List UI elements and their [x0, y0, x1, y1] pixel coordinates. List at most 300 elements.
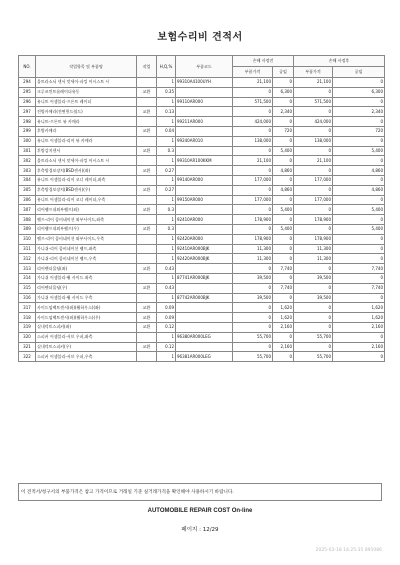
- row-parts-after: 0: [294, 107, 333, 117]
- estimate-table: [18, 55, 385, 362]
- row-item-name: 리어펜더몰딩(우): [36, 283, 137, 293]
- row-hq: 1: [157, 352, 176, 362]
- row-parts-before: 424,000: [233, 117, 273, 127]
- row-labor-after: 1,620: [333, 303, 385, 313]
- row-parts-after: 21,100: [294, 156, 333, 166]
- row-labor-after: 0: [333, 254, 385, 264]
- table-row: [19, 166, 385, 176]
- table-row: [19, 273, 385, 283]
- row-parts-after: 178,900: [294, 234, 333, 244]
- row-labor-before: 0: [273, 254, 294, 264]
- page-number: 페이지 : 12/29: [181, 527, 219, 533]
- table-row: [19, 293, 385, 303]
- row-part-code: 87742AR000BJK: [176, 293, 233, 303]
- row-labor-before: 4,860: [273, 166, 294, 176]
- row-parts-before: 0: [233, 342, 273, 352]
- row-no: 317: [19, 303, 36, 313]
- row-labor-before: 720: [273, 126, 294, 136]
- row-parts-before: 11,300: [233, 244, 273, 254]
- table-row: [19, 234, 385, 244]
- row-op: 교환: [137, 342, 157, 352]
- row-op: [137, 117, 157, 127]
- row-op: [137, 234, 157, 244]
- row-labor-after: 0: [333, 117, 385, 127]
- row-no: 304: [19, 175, 36, 185]
- row-no: 300: [19, 136, 36, 146]
- row-parts-before: 0: [233, 166, 273, 176]
- row-item-name: 사이드임팩트센서(좌)(휠하우스)(좌): [36, 303, 137, 313]
- row-part-code: 92410AR000BJK: [176, 244, 233, 254]
- row-part-code: 92410AR000: [176, 215, 233, 225]
- row-no: 315: [19, 283, 36, 293]
- row-labor-before: 0: [273, 332, 294, 342]
- row-labor-after: 5,400: [333, 224, 385, 234]
- row-part-code: 96380AR000LEG: [176, 332, 233, 342]
- row-parts-after: 0: [294, 205, 333, 215]
- row-op: [137, 195, 157, 205]
- row-item-name: 가니쉬 어셈블리-휠 사이드 좌측: [36, 273, 137, 283]
- row-labor-before: 0: [273, 117, 294, 127]
- row-op: [137, 332, 157, 342]
- row-item-name: 유니트 어셈블리-리어 코너 레이더,우측: [36, 195, 137, 205]
- row-part-code: [176, 303, 233, 313]
- row-hq: 1: [157, 117, 176, 127]
- row-op: 교환: [137, 107, 157, 117]
- row-hq: 0.04: [157, 126, 176, 136]
- row-parts-before: 0: [233, 107, 273, 117]
- row-hq: 1: [157, 215, 176, 225]
- row-parts-after: 0: [294, 342, 333, 352]
- row-no: 296: [19, 97, 36, 107]
- row-labor-before: 2,160: [273, 322, 294, 332]
- row-labor-before: 5,400: [273, 224, 294, 234]
- row-op: 교환: [137, 126, 157, 136]
- row-no: 314: [19, 273, 36, 283]
- row-part-code: 99240AR010: [176, 136, 233, 146]
- row-parts-after: 0: [294, 303, 333, 313]
- row-op: [137, 244, 157, 254]
- row-no: 309: [19, 224, 36, 234]
- row-parts-before: 178,900: [233, 234, 273, 244]
- row-op: [137, 273, 157, 283]
- table-row: [19, 205, 385, 215]
- row-parts-before: 138,000: [233, 136, 273, 146]
- row-parts-before: 0: [233, 205, 273, 215]
- row-hq: 1: [157, 293, 176, 303]
- row-item-name: 리어램프내외부램프(좌): [36, 205, 137, 215]
- row-hq: 0.13: [157, 107, 176, 117]
- row-parts-before: 39,500: [233, 293, 273, 303]
- table-row: [19, 244, 385, 254]
- row-no: 307: [19, 205, 36, 215]
- row-item-name: 울트라소닉 센서 앗세이-파킹 어시스트 시: [36, 78, 137, 88]
- row-labor-before: 1,620: [273, 313, 294, 323]
- price-note: 이 견적서/청구서의 부품가격은 참고 가격이므로 거래일 기준 실거래가격을 확인해야 사용하시기 바랍니다.: [18, 483, 382, 501]
- row-labor-before: 0: [273, 97, 294, 107]
- row-parts-after: 11,300: [294, 254, 333, 264]
- row-part-code: 99310A4100UYH: [176, 78, 233, 88]
- row-op: 교환: [137, 166, 157, 176]
- row-parts-before: 0: [233, 264, 273, 274]
- row-op: 교환: [137, 224, 157, 234]
- row-no: 310: [19, 234, 36, 244]
- row-op: 교환: [137, 87, 157, 97]
- col-code: 부품코드: [176, 56, 233, 78]
- row-labor-before: 0: [273, 244, 294, 254]
- row-item-name: 크루즈컨트롤레이더유동: [36, 87, 137, 97]
- row-item-name: 실내덕트스피커(우): [36, 342, 137, 352]
- row-op: [137, 352, 157, 362]
- row-hq: 1: [157, 234, 176, 244]
- row-labor-before: 0: [273, 175, 294, 185]
- row-hq: 0.09: [157, 313, 176, 323]
- row-no: 321: [19, 342, 36, 352]
- col-work: 작업항목 및 부품명: [36, 56, 137, 78]
- row-labor-after: 0: [333, 352, 385, 362]
- row-part-code: [176, 107, 233, 117]
- row-hq: 0.3: [157, 205, 176, 215]
- row-hq: 1: [157, 332, 176, 342]
- row-parts-after: 55,700: [294, 332, 333, 342]
- row-part-code: 99110AR000: [176, 97, 233, 107]
- row-op: 교환: [137, 322, 157, 332]
- row-labor-before: 0: [273, 195, 294, 205]
- row-op: [137, 78, 157, 88]
- row-item-name: 스피커 어셈블리-서브 우퍼,우측: [36, 352, 137, 362]
- row-part-code: [176, 313, 233, 323]
- row-parts-before: 0: [233, 224, 273, 234]
- row-labor-after: 0: [333, 273, 385, 283]
- row-parts-before: 571,500: [233, 97, 273, 107]
- row-labor-before: 5,400: [273, 146, 294, 156]
- row-part-code: 92420AR000: [176, 234, 233, 244]
- table-row: [19, 175, 385, 185]
- row-op: 교환: [137, 146, 157, 156]
- row-no: 313: [19, 264, 36, 274]
- table-row: [19, 107, 385, 117]
- table-row: [19, 97, 385, 107]
- row-no: 316: [19, 293, 36, 303]
- row-item-name: 후측방경보장치(BSD센서)(좌): [36, 166, 137, 176]
- row-hq: 1: [157, 175, 176, 185]
- row-hq: 0.43: [157, 264, 176, 274]
- row-hq: 1: [157, 78, 176, 88]
- row-hq: 1: [157, 273, 176, 283]
- row-part-code: 99150AR000: [176, 195, 233, 205]
- row-op: 교환: [137, 205, 157, 215]
- row-no: 297: [19, 107, 36, 117]
- row-no: 295: [19, 87, 36, 97]
- row-labor-after: 4,860: [333, 166, 385, 176]
- row-item-name: 램프-리어 콤비네이션 외부사이드,우측: [36, 234, 137, 244]
- row-parts-after: 177,000: [294, 175, 333, 185]
- row-labor-after: 0: [333, 244, 385, 254]
- table-row: [19, 303, 385, 313]
- row-labor-before: 0: [273, 215, 294, 225]
- row-part-code: [176, 283, 233, 293]
- row-op: [137, 156, 157, 166]
- table-row: [19, 117, 385, 127]
- row-item-name: 가니쉬-리어 콤비네이션 램프,우측: [36, 254, 137, 264]
- row-item-name: 가니쉬-리어 콤비네이션 램프,좌측: [36, 244, 137, 254]
- row-item-name: 전방카메라(전면윈드쉴드): [36, 107, 137, 117]
- row-no: 318: [19, 313, 36, 323]
- row-parts-after: 138,000: [294, 136, 333, 146]
- row-labor-before: 0: [273, 352, 294, 362]
- row-labor-before: 4,860: [273, 185, 294, 195]
- row-labor-after: 2,160: [333, 322, 385, 332]
- row-parts-after: 0: [294, 264, 333, 274]
- row-hq: 1: [157, 97, 176, 107]
- col-parts-before: 부품가격: [233, 67, 273, 78]
- row-parts-after: 39,500: [294, 293, 333, 303]
- row-part-code: 87741AR000BJK: [176, 273, 233, 283]
- row-hq: 0.27: [157, 185, 176, 195]
- row-hq: 0.35: [157, 87, 176, 97]
- row-parts-after: 0: [294, 313, 333, 323]
- row-parts-before: 0: [233, 322, 273, 332]
- row-hq: 0.09: [157, 303, 176, 313]
- row-parts-after: 424,000: [294, 117, 333, 127]
- row-no: 302: [19, 156, 36, 166]
- row-item-name: 리어펜더몰딩(좌): [36, 264, 137, 274]
- row-parts-before: 0: [233, 146, 273, 156]
- row-part-code: [176, 87, 233, 97]
- row-parts-after: 11,300: [294, 244, 333, 254]
- row-parts-after: 39,500: [294, 273, 333, 283]
- row-no: 322: [19, 352, 36, 362]
- row-hq: 1: [157, 254, 176, 264]
- table-row: [19, 254, 385, 264]
- row-parts-after: 0: [294, 224, 333, 234]
- row-labor-before: 6,300: [273, 87, 294, 97]
- row-part-code: 92420AR000BJK: [176, 254, 233, 264]
- row-parts-after: 0: [294, 126, 333, 136]
- row-item-name: 유니트 어셈블리-리어 코너 레이더,좌측: [36, 175, 137, 185]
- row-hq: 1: [157, 156, 176, 166]
- row-labor-before: 1,620: [273, 303, 294, 313]
- row-no: 299: [19, 126, 36, 136]
- row-labor-after: 6,300: [333, 87, 385, 97]
- row-labor-after: 0: [333, 175, 385, 185]
- table-row: [19, 264, 385, 274]
- row-hq: 1: [157, 244, 176, 254]
- row-part-code: [176, 205, 233, 215]
- row-item-name: 사이드임팩트센서(좌)(휠하우스)(우): [36, 313, 137, 323]
- row-labor-after: 7,740: [333, 283, 385, 293]
- row-parts-after: 177,000: [294, 195, 333, 205]
- table-row: [19, 195, 385, 205]
- row-parts-before: 0: [233, 283, 273, 293]
- row-parts-before: 0: [233, 87, 273, 97]
- row-hq: 0.3: [157, 224, 176, 234]
- row-hq: 0.12: [157, 322, 176, 332]
- document-title: 보험수리비 견적서: [157, 32, 243, 43]
- table-row: [19, 322, 385, 332]
- row-item-name: 가니쉬 어셈블리-휠 사이드 우측: [36, 293, 137, 303]
- row-item-name: 유니트 어셈블리-리어 뷰 카메라: [36, 136, 137, 146]
- row-parts-after: 0: [294, 322, 333, 332]
- row-labor-after: 0: [333, 234, 385, 244]
- row-parts-before: 39,500: [233, 273, 273, 283]
- row-no: 312: [19, 254, 36, 264]
- col-op: 작업: [137, 56, 157, 78]
- row-part-code: [176, 185, 233, 195]
- row-parts-before: 178,900: [233, 215, 273, 225]
- row-labor-before: 0: [273, 136, 294, 146]
- row-parts-before: 177,000: [233, 175, 273, 185]
- row-labor-before: 2,340: [273, 107, 294, 117]
- table-row: [19, 283, 385, 293]
- footer-brand: AUTOMOBILE REPAIR COST On-line: [147, 508, 253, 514]
- row-no: 298: [19, 117, 36, 127]
- row-parts-after: 21,100: [294, 78, 333, 88]
- row-labor-before: 7,740: [273, 283, 294, 293]
- row-labor-before: 5,400: [273, 205, 294, 215]
- row-parts-before: 21,100: [233, 156, 273, 166]
- row-parts-after: 571,500: [294, 97, 333, 107]
- row-parts-after: 0: [294, 283, 333, 293]
- row-part-code: 99211AR000: [176, 117, 233, 127]
- row-labor-after: 0: [333, 215, 385, 225]
- row-part-code: [176, 126, 233, 136]
- row-no: 308: [19, 215, 36, 225]
- row-no: 320: [19, 332, 36, 342]
- row-op: [137, 254, 157, 264]
- row-hq: 1: [157, 136, 176, 146]
- table-row: [19, 126, 385, 136]
- row-no: 311: [19, 244, 36, 254]
- print-timestamp: 2025-03-18 14:25:35 895086: [315, 548, 382, 553]
- row-no: 306: [19, 195, 36, 205]
- table-row: [19, 136, 385, 146]
- row-parts-after: 0: [294, 146, 333, 156]
- table-row: [19, 224, 385, 234]
- row-hq: 0.3: [157, 146, 176, 156]
- row-parts-before: 0: [233, 313, 273, 323]
- row-item-name: 램프-리어 콤비네이션 외부사이드,좌측: [36, 215, 137, 225]
- row-op: 교환: [137, 264, 157, 274]
- row-parts-before: 0: [233, 185, 273, 195]
- table-row: [19, 332, 385, 342]
- row-labor-before: 2,160: [273, 342, 294, 352]
- row-labor-after: 5,400: [333, 205, 385, 215]
- row-labor-after: 5,400: [333, 146, 385, 156]
- row-part-code: [176, 264, 233, 274]
- row-op: 교환: [137, 283, 157, 293]
- table-row: [19, 313, 385, 323]
- row-labor-after: 2,340: [333, 107, 385, 117]
- row-labor-before: 0: [273, 156, 294, 166]
- row-parts-before: 11,300: [233, 254, 273, 264]
- table-row: [19, 146, 385, 156]
- col-parts-after: 부품가격: [294, 67, 333, 78]
- row-part-code: [176, 224, 233, 234]
- row-op: 교환: [137, 313, 157, 323]
- row-no: 305: [19, 185, 36, 195]
- header-row-top: [19, 56, 385, 67]
- row-item-name: 후방카메라: [36, 126, 137, 136]
- row-parts-before: 0: [233, 303, 273, 313]
- row-parts-before: 55,700: [233, 332, 273, 342]
- table-row: [19, 215, 385, 225]
- row-parts-before: 0: [233, 126, 273, 136]
- table-row: [19, 342, 385, 352]
- table-row: [19, 352, 385, 362]
- row-labor-before: 7,740: [273, 264, 294, 274]
- row-labor-after: 0: [333, 195, 385, 205]
- row-part-code: 99310AR100KKM: [176, 156, 233, 166]
- row-labor-after: 720: [333, 126, 385, 136]
- row-parts-before: 177,000: [233, 195, 273, 205]
- row-labor-before: 0: [273, 78, 294, 88]
- row-labor-before: 0: [273, 273, 294, 283]
- row-item-name: 울트라소닉 센서 앗세이-파킹 어시스트 시: [36, 156, 137, 166]
- row-no: 303: [19, 166, 36, 176]
- row-item-name: 스피커 어셈블리-서브 우퍼,좌측: [36, 332, 137, 342]
- row-part-code: 96381AR000LEG: [176, 352, 233, 362]
- table-body: [19, 78, 385, 362]
- row-parts-after: 178,900: [294, 215, 333, 225]
- row-labor-after: 0: [333, 293, 385, 303]
- row-part-code: [176, 146, 233, 156]
- col-group-before: 손해 사정전: [233, 56, 294, 67]
- row-labor-after: 0: [333, 78, 385, 88]
- row-labor-after: 0: [333, 332, 385, 342]
- table-row: [19, 185, 385, 195]
- row-labor-after: 7,740: [333, 264, 385, 274]
- row-labor-before: 0: [273, 234, 294, 244]
- row-parts-after: 55,700: [294, 352, 333, 362]
- row-part-code: [176, 322, 233, 332]
- col-labor-before: 공임: [273, 67, 294, 78]
- row-labor-after: 0: [333, 156, 385, 166]
- col-group-after: 손해 사정후: [294, 56, 385, 67]
- row-no: 301: [19, 146, 36, 156]
- row-hq: 0.12: [157, 342, 176, 352]
- row-part-code: 99140AR000: [176, 175, 233, 185]
- row-op: [137, 215, 157, 225]
- row-op: [137, 175, 157, 185]
- row-op: [137, 293, 157, 303]
- row-labor-after: 0: [333, 136, 385, 146]
- col-hq: H,Q,%: [157, 56, 176, 78]
- row-no: 319: [19, 322, 36, 332]
- row-labor-after: 1,620: [333, 313, 385, 323]
- row-op: 교환: [137, 185, 157, 195]
- row-parts-after: 0: [294, 87, 333, 97]
- row-item-name: 후측방경보장치(BSD센서)(우): [36, 185, 137, 195]
- row-labor-after: 0: [333, 97, 385, 107]
- row-item-name: 실내덕트스피커(좌): [36, 322, 137, 332]
- row-item-name: 유니트-프론트 뷰 카메라: [36, 117, 137, 127]
- row-item-name: 후방감지센서: [36, 146, 137, 156]
- row-item-name: 유니트 어셈블리-프론트 레이더: [36, 97, 137, 107]
- row-part-code: [176, 166, 233, 176]
- row-op: 교환: [137, 303, 157, 313]
- table-row: [19, 156, 385, 166]
- row-hq: 0.27: [157, 166, 176, 176]
- row-labor-after: 2,160: [333, 342, 385, 352]
- row-item-name: 리어램프내외부램프(우): [36, 224, 137, 234]
- table-row: [19, 87, 385, 97]
- row-parts-after: 0: [294, 185, 333, 195]
- table-row: [19, 78, 385, 88]
- row-parts-before: 21,100: [233, 78, 273, 88]
- row-labor-before: 0: [273, 293, 294, 303]
- row-op: [137, 97, 157, 107]
- row-labor-after: 4,860: [333, 185, 385, 195]
